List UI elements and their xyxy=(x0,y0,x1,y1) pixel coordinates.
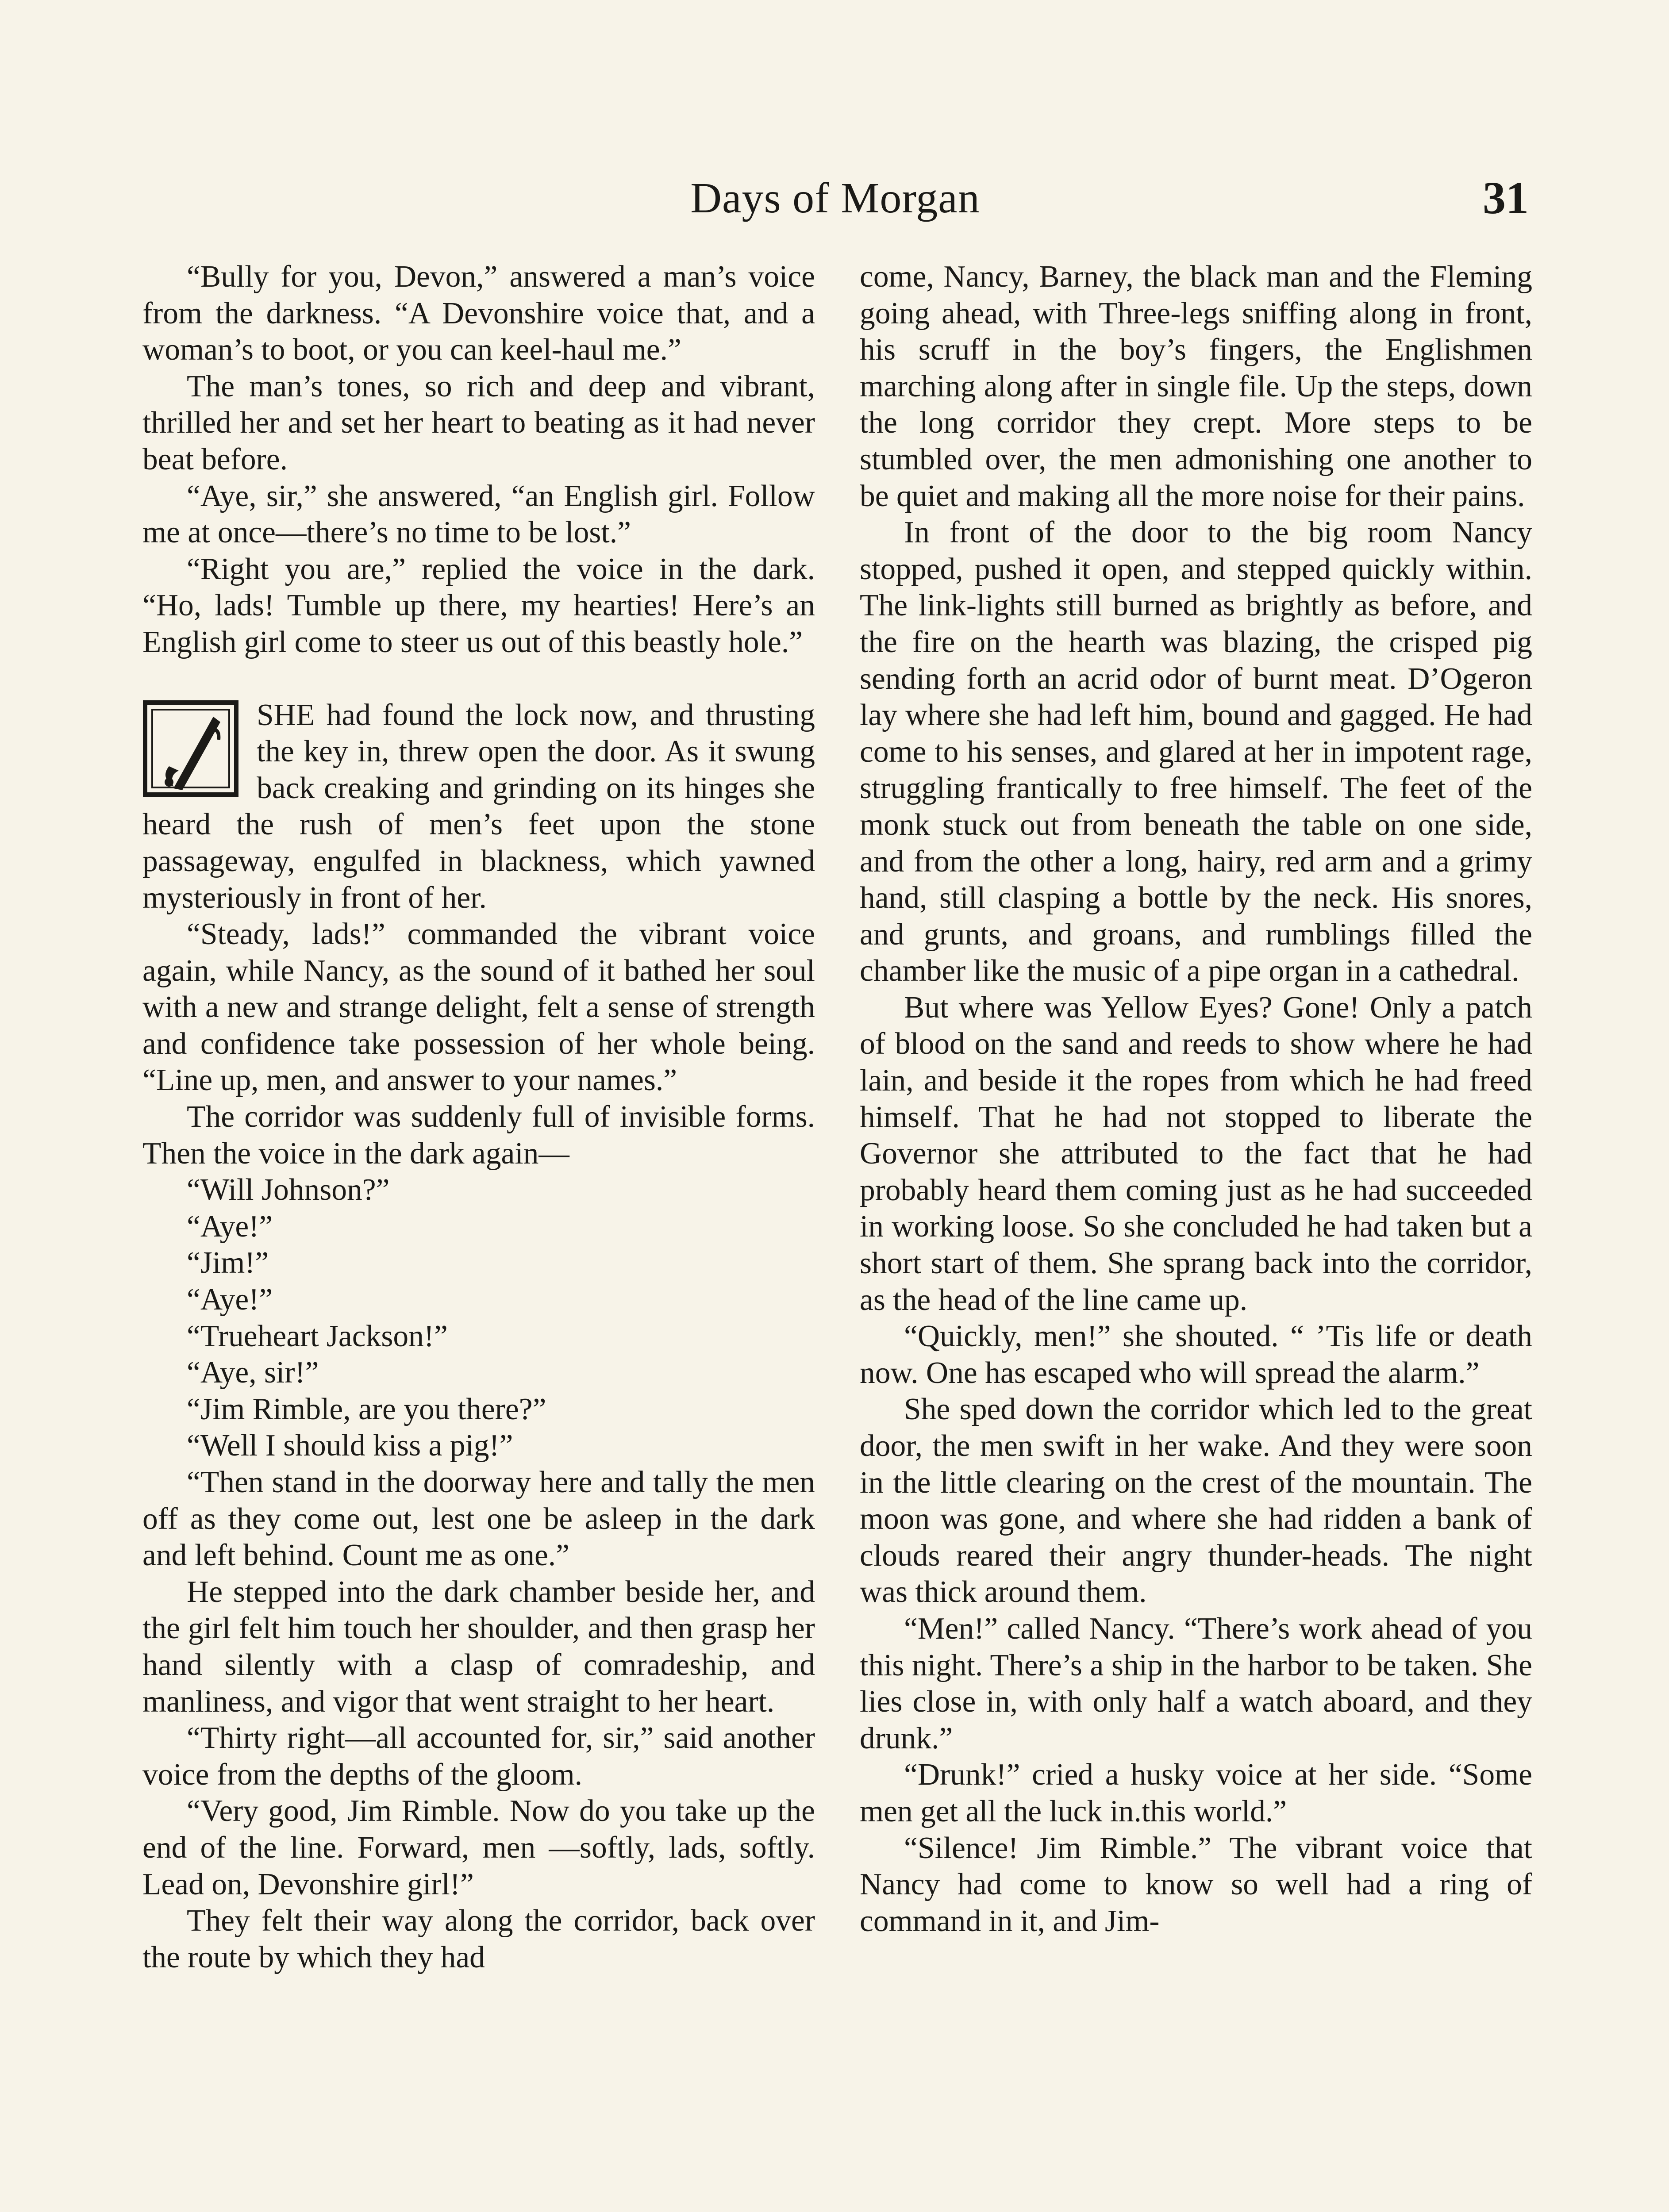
paragraph: “Very good, Jim Rimble. Now do you take up the end of the line. Forward, men —softly, lads, softly. Lead on, Devonshire girl!” xyxy=(142,1794,815,1901)
right-column xyxy=(860,259,1532,2212)
paragraph: They felt their way along the corridor, back over the route by which they had xyxy=(142,1904,815,1974)
paragraph: The corridor was suddenly full of invisible forms. Then the voice in the dark again— xyxy=(142,1100,815,1171)
paragraph: “Thirty right—all accounted for, sir,” said another voice from the depths of the gloom. xyxy=(142,1721,815,1792)
paragraph: In front of the door to the big room Nancy stopped, pushed it open, and stepped quickly within. The link-lights still burned as brightly as before, and the fire on the hearth was blazing, the crisped pig sending forth an acrid odor of burnt meat. D’Ogeron lay where she had left him, bound and gagged. He had come to his senses, and glared at her in impotent rage, struggling frantically to free himself. The feet of the monk stuck out from beneath the table on one side, and from the other a long, hairy, red arm and a grimy hand, still clasping a bottle by the neck. His snores, and grunts, and groans, and rumblings filled the chamber like the music of a pipe organ in a cathedral. xyxy=(860,515,1532,988)
page-header xyxy=(142,167,1529,229)
paragraph: “Steady, lads!” commanded the vibrant voice again, while Nancy, as the sound of it bathed her soul with a new and strange delight, felt a sense of strength and confidence take possession of her whole being. “Line up, men, and answer to your names.” xyxy=(142,917,815,1098)
left-column xyxy=(142,259,815,2212)
paragraph: The man’s tones, so rich and deep and vibrant, thrilled her and set her heart to beating as it had never beat before. xyxy=(142,369,815,476)
paragraph: “Aye, sir!” xyxy=(187,1356,319,1390)
paragraph: “Then stand in the doorway here and tally the men off as they come out, lest one be asleep in the dark and left behind. Count me as one.” xyxy=(142,1465,815,1573)
paragraph: “Aye, sir,” she answered, “an English girl. Follow me at once—there’s no time to be lost.” xyxy=(142,479,815,550)
paragraph: “Men!” called Nancy. “There’s work ahead of you this night. There’s a ship in the harbor to be taken. She lies close in, with only half a watch aboard, and they drunk.” xyxy=(860,1611,1532,1755)
paragraph: come, Nancy, Barney, the black man and the Fleming going ahead, with Three-legs sniffing along in front, his scruff in the boy’s fingers, the Englishmen marching along after in single file. Up the steps, down the long corridor they crept. More steps to be stumbled over, the men admonishing one another to be quiet and making all the more noise for their pains. xyxy=(860,260,1532,513)
paragraph: “Right you are,” replied the voice in the dark. “Ho, lads! Tumble up there, my hearties! Here’s an English girl come to steer us out of this beastly hole.” xyxy=(142,552,815,659)
paragraph: “Will Johnson?” xyxy=(187,1173,390,1207)
paragraph: “Quickly, men!” she shouted. “ ’Tis life or death now. One has escaped who will spread the alarm.” xyxy=(860,1319,1532,1390)
decorative-letter-S-icon xyxy=(142,700,239,797)
paragraph: “Jim Rimble, are you there?” xyxy=(187,1392,546,1426)
paragraph: SHE had found the lock now, and thrusting the key in, threw open the door. As it swung back creaking and grinding on its hinges she heard the rush of men’s feet upon the stone passageway, engulfed in blackness, which yawned mysteriously in front of her. xyxy=(142,698,815,915)
paragraph: She sped down the corridor which led to the great door, the men swift in her wake. And they were soon in the little clearing on the crest of the mountain. The moon was gone, and where she had ridden a bank of clouds reared their angry thunder-heads. The night was thick around them. xyxy=(860,1392,1532,1609)
paragraph: “Drunk!” cried a husky voice at her side. “Some men get all the luck in.this world.” xyxy=(860,1758,1532,1828)
paragraph: He stepped into the dark chamber beside her, and the girl felt him touch her shoulder, and then grasp her hand silently with a clasp of comradeship, and manliness, and vigor that went straight to her heart. xyxy=(142,1575,815,1719)
running-title: Days of Morgan xyxy=(690,174,980,222)
paragraph: But where was Yellow Eyes? Gone! Only a patch of blood on the sand and reeds to show where he had lain, and beside it the ropes from which he had freed himself. That he had not stopped to liberate the Governor she attributed to the fact that he had probably heard them coming just as he had succeeded in working loose. So she concluded he had taken but a short start of them. She sprang back into the corridor, as the head of the line came up. xyxy=(860,990,1532,1317)
paragraph: “Trueheart Jackson!” xyxy=(187,1319,448,1353)
paragraph: “Aye!” xyxy=(187,1283,273,1317)
page-number: 31 xyxy=(1483,173,1529,223)
paragraph: “Bully for you, Devon,” answered a man’s voice from the darkness. “A Devonshire voice that, and a woman’s to boot, or you can keel-haul me.” xyxy=(142,260,815,367)
paragraph: “Silence! Jim Rimble.” The vibrant voice that Nancy had come to know so well had a ring of command in it, and Jim- xyxy=(860,1831,1532,1938)
paragraph: “Jim!” xyxy=(187,1246,269,1280)
paragraph: “Well I should kiss a pig!” xyxy=(187,1429,513,1463)
paragraph: “Aye!” xyxy=(187,1209,273,1244)
